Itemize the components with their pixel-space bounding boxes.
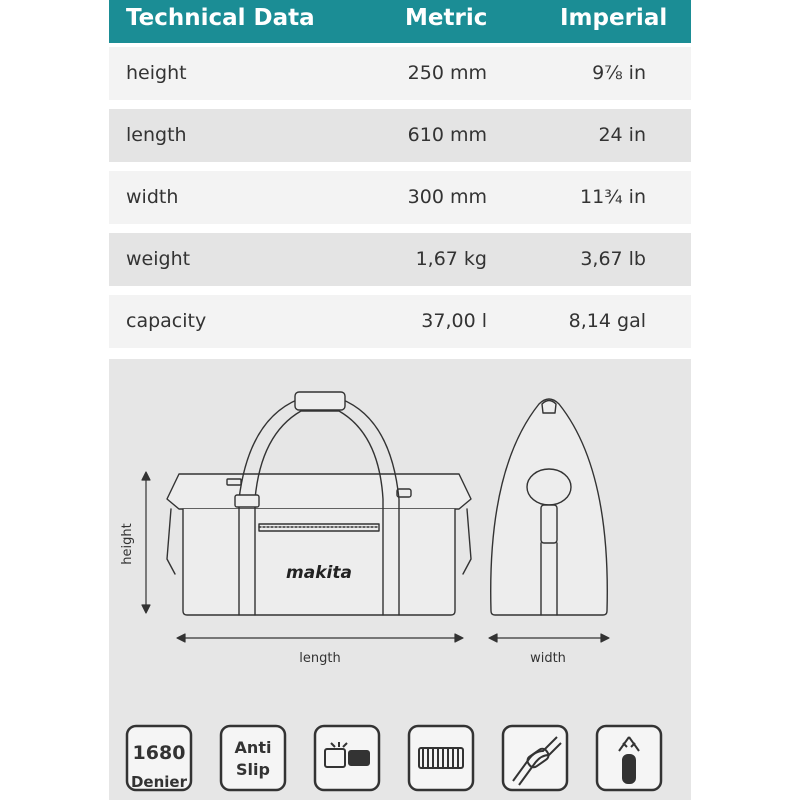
- table-header: [109, 0, 691, 43]
- bag-side-view: [491, 399, 608, 615]
- width-label: width: [530, 651, 566, 666]
- technical-data-table: [109, 0, 691, 348]
- slip-text: Slip: [236, 760, 270, 779]
- denier-number: 1680: [132, 742, 186, 764]
- feature-badges: [127, 726, 661, 790]
- table-row: [109, 295, 691, 348]
- bag-dimension-diagram: [109, 359, 691, 800]
- height-label: height: [120, 523, 135, 565]
- row-metric-value: 1,67 kg: [415, 248, 487, 270]
- header-imperial: Imperial: [560, 5, 668, 31]
- row-label: height: [126, 62, 187, 84]
- row-metric-value: 300 mm: [407, 186, 487, 208]
- row-metric-value: 37,00 l: [421, 310, 487, 332]
- row-metric-value: 610 mm: [407, 124, 487, 146]
- brand-logo: makita: [286, 563, 352, 583]
- anti-text: Anti: [234, 738, 272, 757]
- denier-word: Denier: [130, 773, 188, 791]
- table-row: [109, 171, 691, 224]
- row-label: width: [126, 186, 179, 208]
- row-imperial-value: 9⅞ in: [592, 62, 646, 84]
- row-metric-value: 250 mm: [407, 62, 487, 84]
- row-label: length: [126, 124, 187, 146]
- row-imperial-value: 11¾ in: [580, 186, 646, 208]
- row-label: weight: [126, 248, 191, 270]
- row-imperial-value: 3,67 lb: [580, 248, 646, 270]
- table-row: [109, 233, 691, 286]
- table-row: [109, 47, 691, 100]
- row-label: capacity: [126, 310, 207, 332]
- header-technical-data: Technical Data: [126, 5, 315, 31]
- anti-slip-badge: [221, 726, 285, 790]
- header-metric: Metric: [405, 5, 488, 31]
- length-label: length: [299, 651, 341, 666]
- bag-drawing: [109, 359, 691, 800]
- row-imperial-value: 24 in: [598, 124, 646, 146]
- row-imperial-value: 8,14 gal: [568, 310, 646, 332]
- table-row: [109, 109, 691, 162]
